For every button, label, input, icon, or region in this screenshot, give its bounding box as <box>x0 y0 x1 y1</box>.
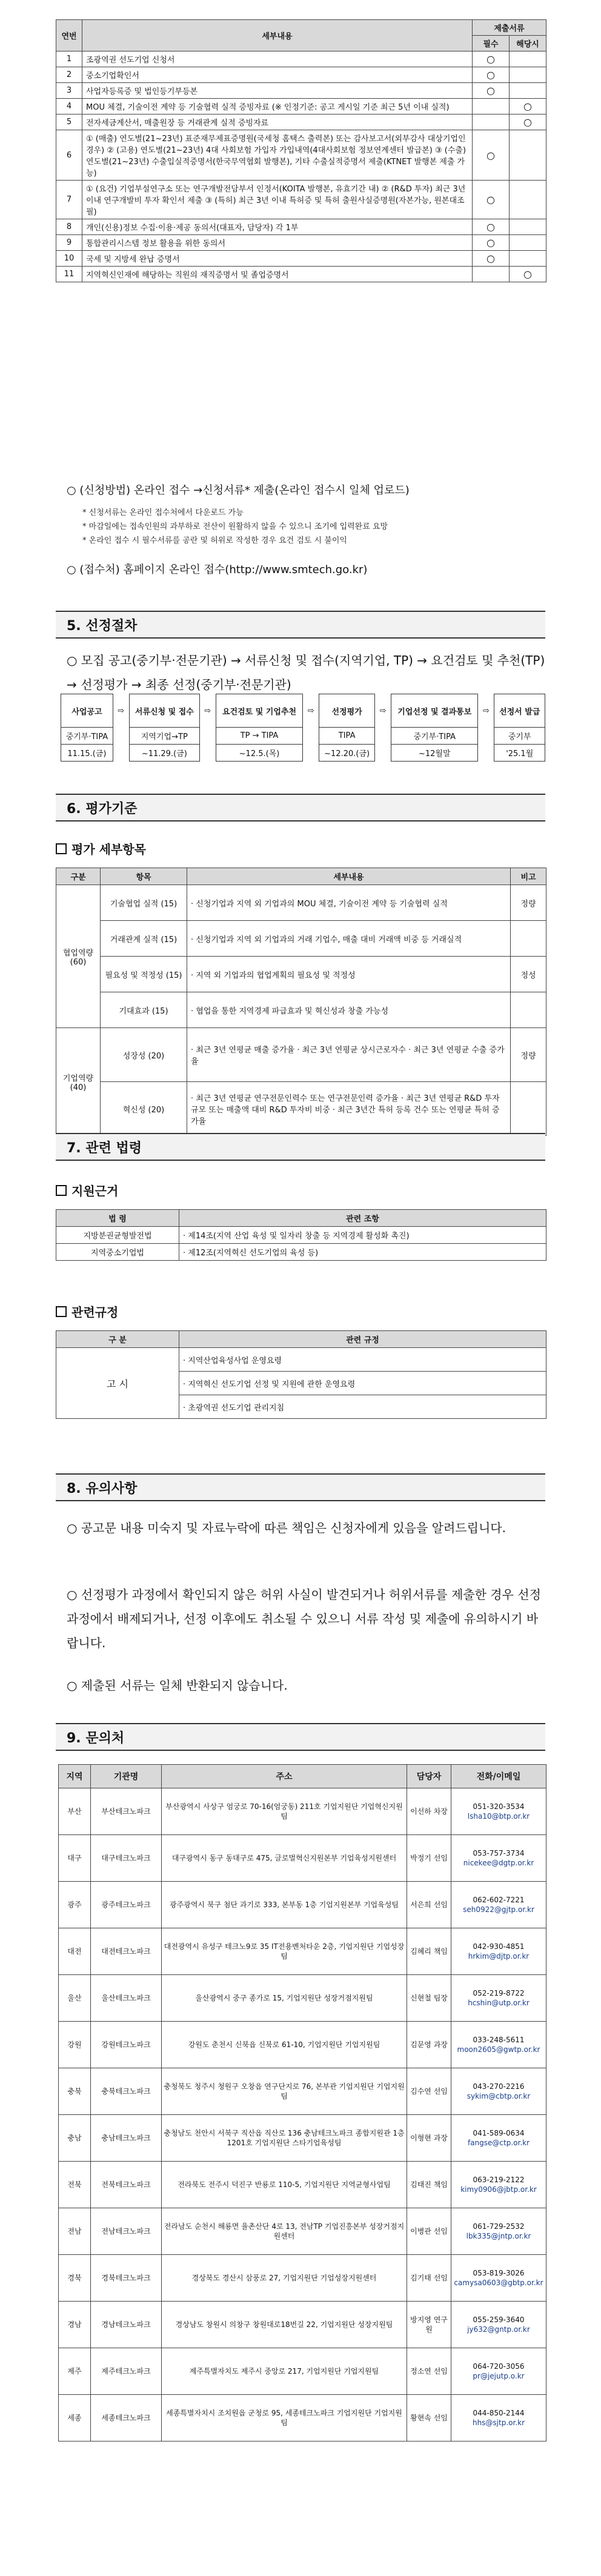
contact-org: 경북테크노파크 <box>91 2255 162 2302</box>
eval-row <box>56 957 546 992</box>
contact-tel: 063-219-2122 <box>473 2176 525 2184</box>
caution-2: ○ 선정평가 과정에서 확인되지 않은 허위 사실이 발견되거나 허위서류를 제출한 경우 선정과정에서 배제되거나, 선정 이후에도 취소될 수 있으니 서류 작성 및 제출에 유의하시기 바랍니다. <box>67 1587 541 1650</box>
flow-step-title: 선정평가 <box>319 694 375 728</box>
col-no: 연번 <box>56 20 82 51</box>
col-required: 필수 <box>473 36 510 51</box>
contact-email[interactable]: pr@jejutp.o.kr <box>473 2372 525 2380</box>
docs-if-applicable <box>510 130 546 181</box>
contact-region: 경남 <box>59 2302 91 2348</box>
contact-tel-email <box>451 2395 546 2442</box>
flow-step-org: 중기부·TIPA <box>391 728 478 745</box>
docs-content: 국세 및 지방세 완납 증명서 <box>82 251 473 267</box>
contact-org: 울산테크노파크 <box>91 1975 162 2022</box>
contact-row <box>59 2208 546 2255</box>
eval-detail: · 신청기업과 지역 외 기업과의 거래 기업수, 매출 대비 거래액 비중 등 거래실적 <box>187 921 511 957</box>
rules-table: 구 분 관련 규정 고 시 · 지역산업육성사업 운영요령 · 지역혁신 선도기업 선정 및 지원에 관한 운영요령 · 초광역권 선도기업 관리지침 <box>56 1330 546 1419</box>
docs-required: ○ <box>473 130 510 181</box>
docs-no: 2 <box>56 67 82 83</box>
docs-required: ○ <box>473 181 510 219</box>
flow-step-title: 기업선정 및 결과통보 <box>391 694 478 728</box>
flow-step-title: 사업공고 <box>61 694 113 728</box>
arrow-right-icon <box>478 745 494 762</box>
contact-region: 경북 <box>59 2255 91 2302</box>
docs-no: 11 <box>56 267 82 282</box>
eval-category: 협업역량 (60) <box>56 885 101 1028</box>
section-8-heading: 8. 유의사항 <box>56 1473 545 1501</box>
caution-1: ○ 공고문 내용 미숙지 및 자료누락에 따른 책임은 신청자에게 있음을 알려드립니다. <box>67 1521 506 1535</box>
contact-person: 서은희 선임 <box>407 1882 451 1928</box>
eval-item: 성장성 (20) <box>101 1028 187 1082</box>
flow-step-org: TIPA <box>319 728 375 745</box>
contact-region: 대구 <box>59 1835 91 1882</box>
eval-note: 정성 <box>511 957 546 992</box>
contact-person: 김수연 선임 <box>407 2068 451 2115</box>
docs-row <box>56 67 546 83</box>
arrow-right-icon: ⇨ <box>204 706 211 715</box>
contact-email[interactable]: hcshin@utp.or.kr <box>468 1999 530 2007</box>
contact-org: 제주테크노파크 <box>91 2348 162 2395</box>
docs-if-applicable <box>510 235 546 251</box>
arrow-right-icon: ⇨ <box>118 706 125 715</box>
contact-address: 충청남도 천안시 서북구 직산읍 직산로 136 충남테크노파크 종합지원관 1층 1201호 기업지원단 스타기업육성팀 <box>162 2115 407 2162</box>
docs-required <box>473 99 510 115</box>
flow-step-title: 요건검토 및 기업추천 <box>216 694 302 728</box>
flow-step-date: ~12.5.(목) <box>216 745 302 762</box>
contact-person: 황현속 선임 <box>407 2395 451 2442</box>
arrow-right-icon <box>303 745 319 762</box>
contact-email[interactable]: lsha10@btp.or.kr <box>467 1812 530 1821</box>
eval-detail: · 신청기업과 지역 외 기업과의 MOU 체결, 기술이전 계약 등 기술협력 실적 <box>187 885 511 921</box>
flow-step-date: ~12월말 <box>391 745 478 762</box>
col-if-applicable: 해당시 <box>510 36 546 51</box>
docs-content: ① (매출) 연도별(21~23년) 표준재무제표증명원(국세청 홈택스 출력본) 또는 감사보고서(외부감사 대상기업인 경우) ② (고용) 연도별(21~23년) 4대 사회보험 가입자 가입내역(4대사회보험 정보연계센터 발급본) ③ (수출) 연도별(21~23년) 수출입실적증명서(한국무역협회 발행본), 기타 수출실적증명서 제출(KTNET 발행본 제출 가능) <box>82 130 473 181</box>
docs-no: 8 <box>56 219 82 235</box>
contact-email[interactable]: hhs@sjtp.or.kr <box>472 2418 525 2427</box>
arrow-right-icon: ⇨ <box>307 706 314 715</box>
docs-row <box>56 115 546 130</box>
flow-step-org: TP → TIPA <box>216 728 302 745</box>
arrow-right-icon: ⇨ <box>379 706 387 715</box>
section-5-heading: 5. 선정절차 <box>56 611 545 639</box>
eval-row <box>56 885 546 921</box>
contact-row <box>59 1928 546 1975</box>
eval-note <box>511 1082 546 1136</box>
contact-tel: 041-589-0634 <box>473 2129 525 2137</box>
docs-row <box>56 267 546 282</box>
docs-if-applicable <box>510 67 546 83</box>
contact-tel-email <box>451 2022 546 2068</box>
eval-note: 정량 <box>511 1028 546 1082</box>
contact-tel: 052-219-8722 <box>473 1989 525 1997</box>
docs-no: 3 <box>56 83 82 99</box>
docs-required: ○ <box>473 51 510 67</box>
eval-item: 기대효과 (15) <box>101 992 187 1028</box>
contact-email[interactable]: hrkim@djtp.or.kr <box>468 1952 530 1960</box>
contact-org: 강원테크노파크 <box>91 2022 162 2068</box>
contact-person: 김문영 과장 <box>407 2022 451 2068</box>
arrow-right-icon <box>375 745 391 762</box>
contact-region: 충북 <box>59 2068 91 2115</box>
docs-if-applicable <box>510 251 546 267</box>
eval-note <box>511 992 546 1028</box>
contact-region: 충남 <box>59 2115 91 2162</box>
section-7-heading: 7. 관련 법령 <box>56 1133 545 1161</box>
contact-tel: 055-259-3640 <box>473 2315 525 2324</box>
docs-no: 4 <box>56 99 82 115</box>
docs-if-applicable: ○ <box>510 267 546 282</box>
contact-address: 충청북도 청주시 청원구 오창읍 연구단지로 76, 본부관 기업지원단 기업지원팀 <box>162 2068 407 2115</box>
contact-address: 광주광역시 북구 첨단 과기로 333, 본부동 1층 기업지원본부 기업육성팀 <box>162 1882 407 1928</box>
contact-region: 광주 <box>59 1882 91 1928</box>
apply-note-2: * 마감일에는 접속인원의 과부하로 전산이 원활하지 않을 수 있으니 조기에 입력완료 요망 <box>82 522 388 531</box>
docs-content: ① (요건) 기업부설연구소 또는 연구개발전담부서 인정서(KOITA 발행본, 유효기간 내) ② (R&D 투자) 최근 3년 이내 연구개발비 투자 확인서 제출 ③ (특허) 최근 3년 이내 특허증 및 특허 출원사실증명원(자본가능, 원본대조필) <box>82 181 473 219</box>
contact-person: 신현철 팀장 <box>407 1975 451 2022</box>
checkbox-square-icon <box>56 1306 67 1317</box>
contact-tel-email <box>451 2208 546 2255</box>
procedure-flow-table <box>61 694 545 762</box>
contact-person: 박정기 선임 <box>407 1835 451 1882</box>
docs-required <box>473 115 510 130</box>
docs-row <box>56 181 546 219</box>
eval-detail: · 최근 3년 연평균 매출 증가율 · 최근 3년 연평균 상시근로자수 · 최근 3년 연평균 수출 증가율 <box>187 1028 511 1082</box>
eval-table: 구분 항목 세부내용 비고 협업역량 (60) 기술협업 실적 (15) · 신청기업과 지역 외 기업과의 MOU 체결, 기술이전 계약 등 기술협력 실적 정량 거래관계 실적 (15) · 신청기업과 지역 외 기업과의 거래 기업수, 매출 대비 거래액 비중 등 거래실적 필요성 및 적정성 (15) · 지역 외 기업과의 협업계획의 필요성 및 적정성 정성 기대효과 (15) · 협업을 통한 지역경제 파급효과 및 혁신성과 창출 가능성 기업역량 (40) 성장성 (20) · 최근 3년 연평균 매출 증가율 · 최근 3년 연평균 상시근로자수 · 최근 3년 연평균 수출 증가율 정량 혁신성 (20) · 최근 3년 연평균 연구전문인력수 또는 연구전문인력 증가율 · 최근 3년 연평균 R&D 투자규모 또는 매출액 대비 R&D 투자비 비중 · 최근 3년간 특허 등록 건수 또는 연평균 특허 증가율 <box>56 868 546 1136</box>
law-basis-heading: 지원근거 <box>56 1181 118 1199</box>
contact-org: 부산테크노파크 <box>91 1788 162 1835</box>
eval-note: 정량 <box>511 885 546 921</box>
contact-tel: 051-320-3534 <box>473 1802 525 1811</box>
apply-note-1: * 신청서류는 온라인 접수처에서 다운로드 가능 <box>82 508 244 517</box>
docs-content: 중소기업확인서 <box>82 67 473 83</box>
docs-if-applicable: ○ <box>510 115 546 130</box>
contact-tel: 044-850-2144 <box>473 2409 525 2417</box>
docs-content: 전자세금계산서, 매출원장 등 거래관계 실적 증빙자료 <box>82 115 473 130</box>
contact-email[interactable]: kimy0906@jbtp.or.kr <box>460 2185 537 2194</box>
docs-content: 사업자등록증 및 법인등기부등본 <box>82 83 473 99</box>
col-docs: 제출서류 <box>473 20 546 36</box>
contact-row <box>59 2068 546 2115</box>
contact-person: 이형현 과장 <box>407 2115 451 2162</box>
apply-where: ○ (접수처) 홈페이지 온라인 접수(http://www.smtech.go.kr) <box>67 563 368 576</box>
contact-org: 충북테크노파크 <box>91 2068 162 2115</box>
eval-note <box>511 921 546 957</box>
contact-tel-email <box>451 1835 546 1882</box>
contact-person: 이선하 차장 <box>407 1788 451 1835</box>
contact-org: 대전테크노파크 <box>91 1928 162 1975</box>
contact-row <box>59 2255 546 2302</box>
docs-no: 7 <box>56 181 82 219</box>
apply-note-3: * 온라인 접수 시 필수서류를 공란 및 허위로 작성한 경우 요건 검토 시 불이익 <box>82 536 347 545</box>
docs-row <box>56 51 546 67</box>
contact-address: 울산광역시 중구 종가로 15, 기업지원단 성장거점지원팀 <box>162 1975 407 2022</box>
arrow-right-icon: ⇨ <box>483 706 490 715</box>
contact-row <box>59 1882 546 1928</box>
arrow-right-icon <box>199 728 216 745</box>
docs-content: 개인(신용)정보 수집·이용·제공 동의서(대표자, 담당자) 각 1부 <box>82 219 473 235</box>
submission-docs-table <box>56 19 546 282</box>
contact-region: 세종 <box>59 2395 91 2442</box>
arrow-right-icon <box>113 728 129 745</box>
contact-address: 경상북도 경산시 삼풍로 27, 기업지원단 기업성장지원센터 <box>162 2255 407 2302</box>
contact-region: 부산 <box>59 1788 91 1835</box>
contact-row <box>59 2162 546 2208</box>
procedure-flow <box>61 694 545 762</box>
flow-step-date: ~12.20.(금) <box>319 745 375 762</box>
contact-person: 방지영 연구원 <box>407 2302 451 2348</box>
contact-region: 울산 <box>59 1975 91 2022</box>
docs-row <box>56 130 546 181</box>
docs-if-applicable <box>510 51 546 67</box>
contact-email[interactable]: lbk335@jntp.or.kr <box>466 2232 531 2240</box>
arrow-right-icon <box>303 728 319 745</box>
docs-required: ○ <box>473 251 510 267</box>
arrow-right-icon <box>375 728 391 745</box>
contact-row <box>59 1975 546 2022</box>
contact-row <box>59 2395 546 2442</box>
contact-tel-email <box>451 2302 546 2348</box>
section-9-heading: 9. 문의처 <box>56 1723 545 1751</box>
flow-step-date: ~11.29.(금) <box>129 745 199 762</box>
docs-row <box>56 83 546 99</box>
contact-row <box>59 2115 546 2162</box>
flow-step-org: 중기부 <box>494 728 545 745</box>
docs-content: 통합관리시스템 정보 활용을 위한 동의서 <box>82 235 473 251</box>
checkbox-square-icon <box>56 843 67 854</box>
contact-region: 제주 <box>59 2348 91 2395</box>
flow-step-date: 11.15.(금) <box>61 745 113 762</box>
caution-3: ○ 제출된 서류는 일체 반환되지 않습니다. <box>67 1678 288 1693</box>
contact-tel-email <box>451 1882 546 1928</box>
docs-if-applicable: ○ <box>510 99 546 115</box>
arrow-right-icon <box>478 728 494 745</box>
docs-if-applicable <box>510 181 546 219</box>
flow-step-title: 서류신청 및 접수 <box>129 694 199 728</box>
contact-org: 광주테크노파크 <box>91 1882 162 1928</box>
contact-email[interactable]: nicekee@dgtp.or.kr <box>463 1859 534 1867</box>
docs-content: MOU 체결, 기술이전 계약 등 기술협력 실적 증빙자료 (※ 인정기준: 공고 게시일 기준 최근 5년 이내 실적) <box>82 99 473 115</box>
contact-person: 이병관 선임 <box>407 2208 451 2255</box>
apply-notes <box>67 482 551 585</box>
docs-row <box>56 99 546 115</box>
eval-row <box>56 992 546 1028</box>
contact-row <box>59 1788 546 1835</box>
flow-step-date: '25.1월 <box>494 745 545 762</box>
contact-region: 전남 <box>59 2208 91 2255</box>
docs-no: 6 <box>56 130 82 181</box>
docs-no: 9 <box>56 235 82 251</box>
arrow-right-icon <box>199 745 216 762</box>
docs-no: 5 <box>56 115 82 130</box>
col-content: 세부내용 <box>82 20 473 51</box>
contact-tel-email <box>451 2115 546 2162</box>
contact-person: 김태진 책임 <box>407 2162 451 2208</box>
contact-tel: 064-720-3056 <box>473 2362 525 2371</box>
contact-tel: 042-930-4851 <box>473 1942 525 1951</box>
contact-org: 세종테크노파크 <box>91 2395 162 2442</box>
eval-category: 기업역량 (40) <box>56 1028 101 1136</box>
docs-no: 10 <box>56 251 82 267</box>
contact-tel-email <box>451 2162 546 2208</box>
section-6-heading: 6. 평가기준 <box>56 794 545 822</box>
contact-email[interactable]: seh0922@gjtp.or.kr <box>463 1905 534 1914</box>
flow-step-title: 선정서 발급 <box>494 694 545 728</box>
eval-item: 거래관계 실적 (15) <box>101 921 187 957</box>
contact-row <box>59 2022 546 2068</box>
contact-row <box>59 1835 546 1882</box>
contact-region: 강원 <box>59 2022 91 2068</box>
docs-required: ○ <box>473 83 510 99</box>
law-table: 법 령 관련 조항 지방분권균형발전법 · 제14조(지역 산업 육성 및 일자리 창출 등 지역경제 활성화 촉진) 지역중소기업법 · 제12조(지역혁신 선도기업의 육성 등) <box>56 1209 546 1261</box>
contact-org: 전남테크노파크 <box>91 2208 162 2255</box>
contact-email[interactable]: camysa0603@gbtp.or.kr <box>454 2279 543 2287</box>
eval-item: 혁신성 (20) <box>101 1082 187 1136</box>
docs-row <box>56 235 546 251</box>
docs-content: 지역혁신인재에 해당하는 직원의 재직증명서 및 졸업증명서 <box>82 267 473 282</box>
contact-address: 대전광역시 유성구 테크노9로 35 IT전용벤처타운 2층, 기업지원단 기업성장팀 <box>162 1928 407 1975</box>
rules-heading: 관련규정 <box>56 1303 118 1320</box>
contact-tel-email <box>451 2068 546 2115</box>
contact-address: 대구광역시 동구 동대구로 475, 글로벌혁신지원본부 기업육성지원센터 <box>162 1835 407 1882</box>
contact-org: 충남테크노파크 <box>91 2115 162 2162</box>
contact-tel: 061-729-2532 <box>473 2222 525 2231</box>
docs-row <box>56 219 546 235</box>
flow-step-org: 중기부·TIPA <box>61 728 113 745</box>
docs-required: ○ <box>473 235 510 251</box>
contact-tel-email <box>451 2255 546 2302</box>
contact-tel: 033-248-5611 <box>473 2036 525 2044</box>
contact-email[interactable]: sykim@cbtp.or.kr <box>467 2092 531 2100</box>
contact-email[interactable]: jy632@gntp.or.kr <box>467 2325 530 2334</box>
contact-person: 정소연 선임 <box>407 2348 451 2395</box>
contact-org: 경남테크노파크 <box>91 2302 162 2348</box>
eval-detail: · 협업을 통한 지역경제 파급효과 및 혁신성과 창출 가능성 <box>187 992 511 1028</box>
contact-tel-email <box>451 1975 546 2022</box>
docs-content: 조광역권 선도기업 신청서 <box>82 51 473 67</box>
contact-email[interactable]: moon2605@gwtp.or.kr <box>457 2045 540 2054</box>
eval-detail: · 지역 외 기업과의 협업계획의 필요성 및 적정성 <box>187 957 511 992</box>
contact-row <box>59 2302 546 2348</box>
eval-item: 필요성 및 적정성 (15) <box>101 957 187 992</box>
docs-if-applicable <box>510 83 546 99</box>
contact-address: 강원도 춘천시 신북읍 신북로 61-10, 기업지원단 기업지원팀 <box>162 2022 407 2068</box>
contact-org: 대구테크노파크 <box>91 1835 162 1882</box>
checkbox-square-icon <box>56 1185 67 1196</box>
contact-tel-email <box>451 2348 546 2395</box>
docs-if-applicable <box>510 219 546 235</box>
contact-address: 부산광역시 사상구 엄궁로 70-16(엄궁동) 211호 기업지원단 기업혁신지원팀 <box>162 1788 407 1835</box>
contact-tel-email <box>451 1928 546 1975</box>
contact-tel: 062-602-7221 <box>473 1896 525 1904</box>
contact-region: 대전 <box>59 1928 91 1975</box>
contact-address: 세종특별자치시 조치원읍 군청로 95, 세종테크노파크 기업지원단 기업지원팀 <box>162 2395 407 2442</box>
contact-tel: 053-819-3026 <box>473 2269 525 2277</box>
contact-tel: 053-757-3734 <box>473 1849 525 1857</box>
contacts-table: 지역 기관명 주소 담당자 전화/이메일 부산 부산테크노파크 부산광역시 사상구 엄궁로 70-16(엄궁동) 211호 기업지원단 기업혁신지원팀 이선하 차장 051-320-3534 lsha10@btp.or.kr 대구 대구테크노파크 대구광역시 동구 동대구로 475, 글로벌혁신지원본부 기업육성지원센터 박정기 선임 053-757-3734 nicekee@dgtp.or.kr 광주 광주테크노파크 광주광역시 북구 첨단 과기로 333, 본부동 1층 기업지원본부 기업육성팀 서은희 선임 062-602-7221 seh0922@gjtp.or.kr 대전 대전테크노파크 대전광역시 유성구 테크노9로 35 IT전용벤처타운 2층, 기업지원단 기업성장팀 김혜리 책임 042-930-4851 hrkim@djtp.or.kr 울산 울산테크노파크 울산광역시 중구 종가로 15, 기업지원단 성장거점지원팀 신현철 팀장 052-219-8722 hcshin@utp.or.kr 강원 강원테크노파크 강원도 춘천시 신북읍 신북로 61-10, 기업지원단 기업지원팀 김문영 과장 033-248-5611 moon2605@gwtp.or.kr 충북 충북테크노파크 충청북도 청주시 청원구 오창읍 연구단지로 76, 본부관 기업지원단 기업지원팀 김수연 선임 043-270-2216 sykim@cbtp.or.kr 충남 충남테크노파크 충청남도 천안시 서북구 직산읍 직산로 136 충남테크노파크 종합지원관 1층 1201호 기업지원단 스타기업육성팀 이형현 과장 041-589-0634 fangse@ctp.or.kr 전북 전북테크노파크 전라북도 전주시 덕진구 반룡로 110-5, 기업지원단 지역균형사업팀 김태진 책임 063-219-2122 kimy0906@jbtp.or.kr 전남 전남테크노파크 전라남도 순천시 해룡면 율촌산단 4로 13, 전남TP 기업진흥본부 성장거점지원센터 이병관 선임 061-729-2532 lbk335@jntp.or.kr 경북 경북테크노파크 경상북도 경산시 삼풍로 27, 기업지원단 기업성장지원센터 김기태 선임 053-819-3026 camysa0603@gbtp.or.kr 경남 경남테크노파크 경상남도 창원시 의창구 창원대로18번길 22, 기업지원단 성장지원팀 방지영 연구원 055-259-3640 jy632@gntp.or.kr 제주 제주테크노파크 제주특별자치도 제주시 중앙로 217, 기업지원단 기업지원팀 정소연 선임 064-720-3056 pr@jejutp.o.kr 세종 세종테크노파크 세종특별자치시 조치원읍 군청로 95, 세종테크노파크 기업지원단 기업지원팀 황현속 선임 044-850-2144 hhs@sjtp.or.kr <box>58 1764 546 2442</box>
contact-email[interactable]: fangse@ctp.or.kr <box>467 2139 530 2147</box>
docs-required: ○ <box>473 219 510 235</box>
eval-heading: 평가 세부항목 <box>56 840 146 857</box>
eval-row <box>56 921 546 957</box>
procedure-text: ○ 모집 공고(중기부·전문기관) → 서류신청 및 접수(지역기업, TP) → 요건검토 및 추천(TP) → 선정평가 → 최종 선정(중기부·전문기관) <box>67 653 545 692</box>
eval-row <box>56 1028 546 1082</box>
docs-row <box>56 251 546 267</box>
arrow-right-icon <box>113 745 129 762</box>
docs-required <box>473 267 510 282</box>
contact-person: 김혜리 책임 <box>407 1928 451 1975</box>
flow-step-org: 지역기업→TP <box>129 728 199 745</box>
contact-org: 전북테크노파크 <box>91 2162 162 2208</box>
contact-region: 전북 <box>59 2162 91 2208</box>
contact-tel: 043-270-2216 <box>473 2082 525 2091</box>
contact-row <box>59 2348 546 2395</box>
docs-required: ○ <box>473 67 510 83</box>
apply-method: ○ (신청방법) 온라인 접수 →신청서류* 제출(온라인 접수시 일체 업로드) <box>67 484 410 497</box>
docs-table-body <box>56 51 546 282</box>
eval-item: 기술협업 실적 (15) <box>101 885 187 921</box>
eval-row <box>56 1082 546 1136</box>
contact-tel-email <box>451 1788 546 1835</box>
contact-address: 경상남도 창원시 의창구 창원대로18번길 22, 기업지원단 성장지원팀 <box>162 2302 407 2348</box>
contact-address: 제주특별자치도 제주시 중앙로 217, 기업지원단 기업지원팀 <box>162 2348 407 2395</box>
contact-address: 전라남도 순천시 해룡면 율촌산단 4로 13, 전남TP 기업진흥본부 성장거점지원센터 <box>162 2208 407 2255</box>
contact-address: 전라북도 전주시 덕진구 반룡로 110-5, 기업지원단 지역균형사업팀 <box>162 2162 407 2208</box>
eval-detail: · 최근 3년 연평균 연구전문인력수 또는 연구전문인력 증가율 · 최근 3년 연평균 R&D 투자규모 또는 매출액 대비 R&D 투자비 비중 · 최근 3년간 특허 등록 건수 또는 연평균 특허 증가율 <box>187 1082 511 1136</box>
contact-person: 김기태 선임 <box>407 2255 451 2302</box>
docs-no: 1 <box>56 51 82 67</box>
